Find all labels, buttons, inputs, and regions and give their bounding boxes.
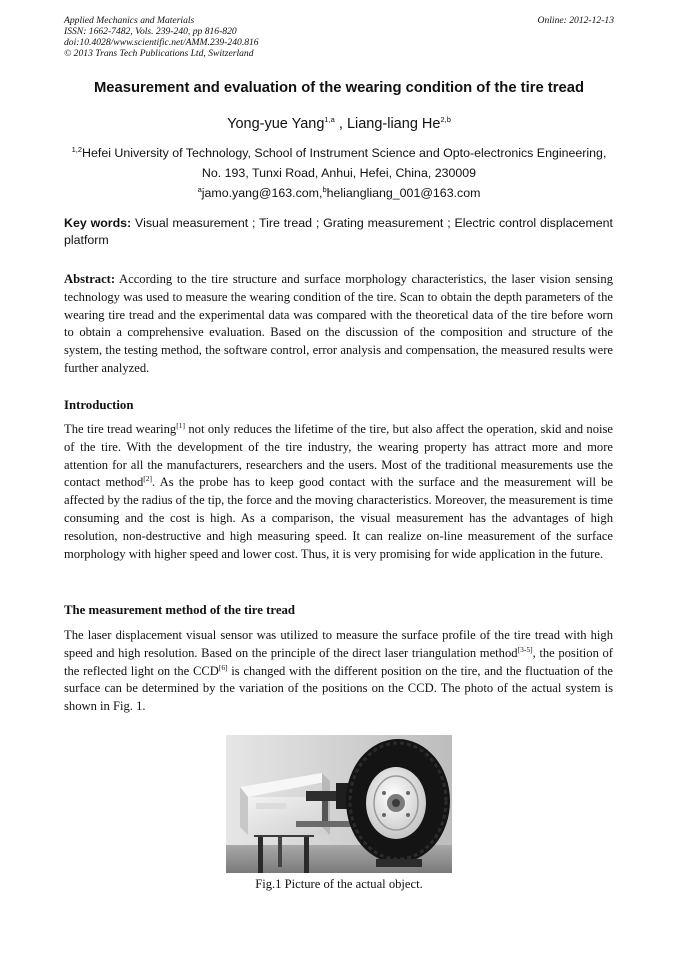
affiliation-line-1: $^{1,2}$Hefei University of Technology, School of Instrument Science and Opto-electronics Engineering, (71, 144, 607, 160)
affiliation-line-2: No. 193, Tunxi Road, Anhui, Hefei, China, 230009 (201, 166, 477, 180)
journal-name: Applied Mechanics and Materials (64, 15, 195, 26)
citation-6: [6] (218, 662, 228, 672)
citation-1: [1] (176, 420, 185, 430)
doi-line: doi:10.4028/www.scientific.net/AMM.239-240.816 (64, 37, 259, 48)
online-date: Online: 2012-12-13 (537, 15, 614, 26)
author-2-superscript: 2,b (440, 115, 451, 125)
abstract-text: According to the tire structure and surface morphology characteristics, the laser vision sensing technology was used to measure the wearing condition of the tire. Scan to obtain the depth parameters of the wearing tire tread and the experimental data was compared with the theoretical data of the tire before worn to obtain a comprehensive evaluation. Based on the discussion of the composition and structure of the system, the testing method, the software control, error analysis and compensation, the measured results were further analyzed. (64, 272, 613, 375)
introduction-paragraph: The tire tread wearing[1] not only reduces the lifetime of the tire, but also affect the operation, skid and noise of the tire. With the development of the tire industry, the wearing property has attract more and more attention for all the manufacturers, researchers and the users. Most of the traditional measurements use the contact method[2]. As the probe has to keep good contact with the surface and the measurement will be affected by the radius of the tip, the force and the moving characteristics. Moreover, the measurement is time consuming and the cost is high. As a comparison, the visual measurement has the advantages of high resolution, non-destructive and high measuring speed. It can realize on-line measurement of the surface morphology with higher speed and lower cost. Thus, it is very promising for wide application in the future. (64, 420, 613, 561)
issn-line: ISSN: 1662-7482, Vols. 239-240, pp 816-820 (64, 26, 237, 37)
figure-1-photo (226, 735, 452, 873)
author-1-superscript: 1,a (324, 115, 335, 125)
tire-measurement-system-image (226, 735, 452, 873)
email-b-superscript: b (322, 184, 327, 194)
method-heading: The measurement method of the tire tread (64, 603, 296, 617)
email-a: jamo.yang@163.com, (201, 186, 323, 200)
copyright-line: © 2013 Trans Tech Publications Ltd, Switzerland (64, 48, 254, 59)
figure-1-caption: Fig.1 Picture of the actual object. (255, 877, 423, 891)
citation-3-5: [3-5] (517, 644, 533, 654)
author-line (40, 116, 638, 132)
author-separator: , (334, 116, 347, 132)
citation-2: [2] (143, 474, 153, 484)
affiliation (50, 143, 628, 183)
keywords-block (64, 215, 613, 249)
abstract-label: Abstract: (64, 272, 116, 286)
author-1: Yong-yue Yang (227, 116, 325, 132)
email-a-superscript: a (197, 184, 202, 194)
email-b: heliangliang_001@163.com (326, 186, 481, 200)
abstract (64, 271, 613, 378)
keywords-text: Visual measurement ; Tire tread ; Grating measurement ; Electric control displacement platform (64, 216, 613, 247)
keywords-label: Key words: (64, 216, 132, 230)
paper-title: Measurement and evaluation of the wearing condition of the tire tread (93, 80, 584, 96)
affiliation-superscript: 1,2 (71, 144, 83, 154)
email-line (40, 186, 638, 200)
journal-header (64, 15, 259, 59)
method-paragraph: The laser displacement visual sensor was utilized to measure the surface profile of the tire tread with high speed and high resolution. Based on the principle of the direct laser triangulation method[3-5], the position of the reflected light on the CCD[6] is changed with the different position on the tire, and the fluctuation of the surface can be determined by the variation of the positions on the CCD. The photo of the actual system is shown in Fig. 1. (64, 628, 613, 714)
introduction-heading: Introduction (64, 398, 134, 412)
author-2: Liang-liang He (346, 116, 441, 132)
